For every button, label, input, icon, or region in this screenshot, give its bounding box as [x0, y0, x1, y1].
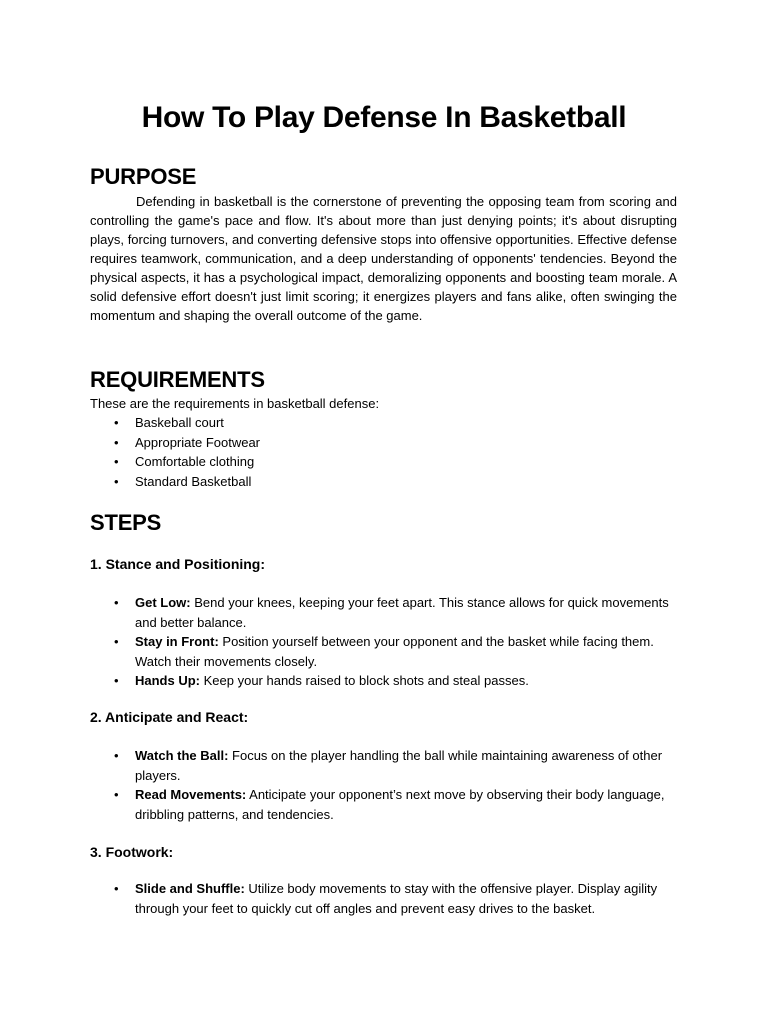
step-1-title: 1. Stance and Positioning:: [90, 556, 266, 572]
step-text: Anticipate your opponent’s next move by observing their body language, dribbling patterns, and tendencies.: [135, 787, 665, 822]
requirement-item: • Standard Basketball: [90, 472, 260, 492]
purpose-paragraph: Defending in basketball is the cornerstone of preventing the opposing team from scoring and controlling the game's pace and flow. It's about more than just denying points; it's about disrupting plays, forcing turnovers, and converting defensive stops into offensive opportunities. Effective defense requires teamwork, communication, and a deep understanding of opponents' tendencies. Beyond the physical aspects, it has a psychological impact, demoralizing opponents and boosting team morale. A solid defensive effort doesn't just limit scoring; it energizes players and fans alike, often swinging the momentum and shaping the overall outcome of the game.: [90, 194, 677, 323]
step-2-list: [90, 746, 675, 824]
steps-heading: STEPS: [90, 510, 162, 535]
step-bullet: [90, 746, 675, 785]
step-text: Position yourself between your opponent and the basket while facing them. Watch their movements closely.: [135, 634, 654, 669]
requirement-item: • Appropriate Footwear: [90, 433, 260, 453]
step-3-title: 3. Footwork:: [90, 844, 174, 860]
step-bullet: [90, 632, 675, 671]
step-2-title: 2. Anticipate and React:: [90, 709, 249, 725]
step-bullet: [90, 593, 675, 632]
requirements-list: [90, 413, 260, 491]
requirement-item: • Baskeball court: [90, 413, 260, 433]
page-title: How To Play Defense In Basketball: [141, 101, 627, 134]
step-term: Read Movements:: [135, 787, 247, 802]
step-text: Keep your hands raised to block shots and steal passes.: [200, 673, 529, 688]
step-bullet: [90, 785, 675, 824]
step-text: Bend your knees, keeping your feet apart. This stance allows for quick movements and better balance.: [135, 595, 669, 630]
requirements-heading: REQUIREMENTS: [90, 367, 265, 392]
step-bullet: [90, 879, 675, 918]
step-bullet: [90, 671, 675, 691]
step-term: Watch the Ball:: [135, 748, 229, 763]
step-text: Utilize body movements to stay with the offensive player. Display agility through your feet to quickly cut off angles and prevent easy drives to the basket.: [135, 881, 658, 916]
purpose-heading: PURPOSE: [90, 164, 197, 189]
step-term: Slide and Shuffle:: [135, 881, 245, 896]
requirement-item: • Comfortable clothing: [90, 452, 260, 472]
requirements-intro: These are the requirements in basketball defense:: [90, 396, 380, 411]
step-text: Focus on the player handling the ball while maintaining awareness of other players.: [135, 748, 663, 783]
step-term: Get Low:: [135, 595, 191, 610]
step-3-list: [90, 879, 675, 918]
step-1-list: [90, 593, 675, 691]
step-term: Hands Up:: [135, 673, 200, 688]
step-term: Stay in Front:: [135, 634, 219, 649]
